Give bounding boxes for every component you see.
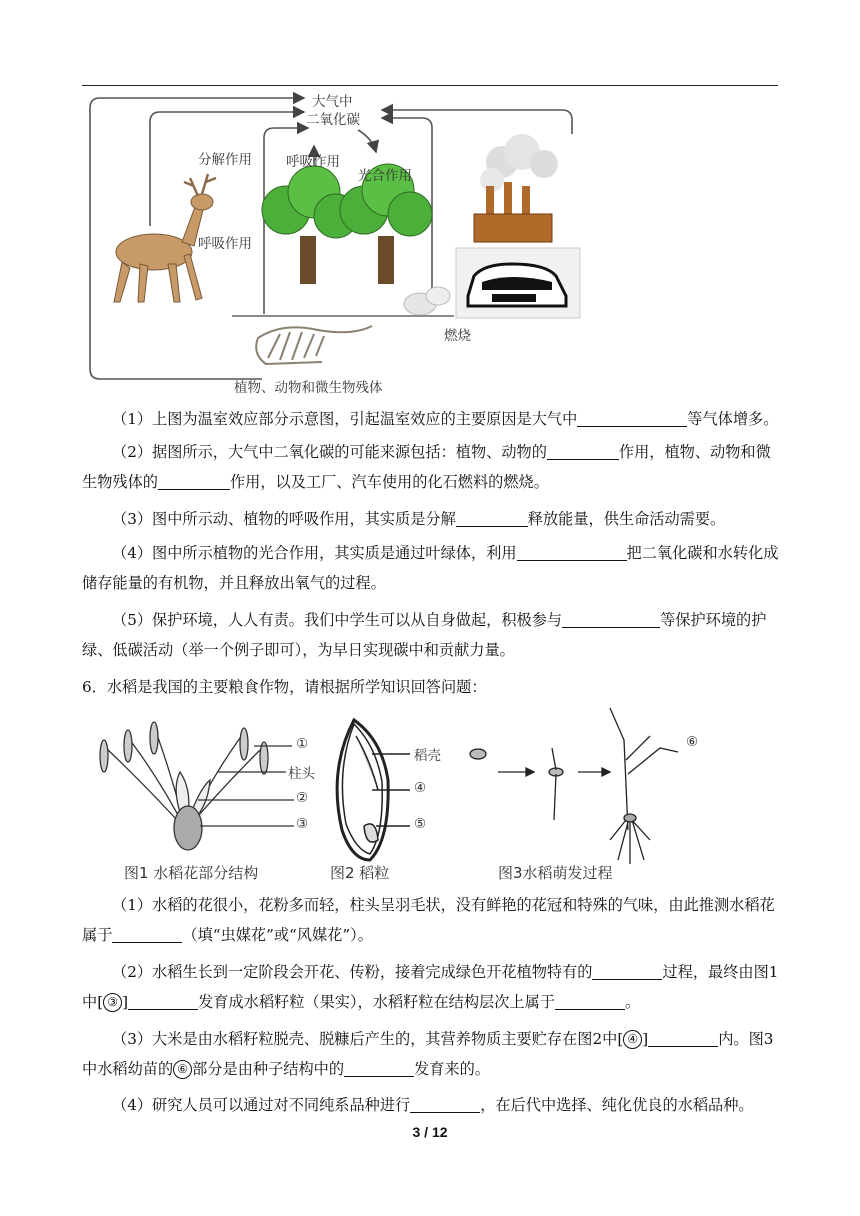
label-circle-1: ① [296, 736, 309, 752]
car-icon [404, 248, 580, 318]
remains-label: 植物、动物和微生物残体 [234, 380, 383, 396]
factory-arrow [382, 110, 572, 134]
answer-blank[interactable] [128, 991, 198, 1010]
q5-item-1: （1）上图为温室效应部分示意图，引起温室效应的主要原因是大气中 等气体增多。 [112, 410, 779, 428]
q5-item-5: （5）保护环境，人人有责。我们中学生可以从自身做起，积极参与 等保护环境的护绿、低碳活动（举一个例子即可），为早日实现碳中和贡献力量。 [82, 611, 767, 659]
label-husk: 稻壳 [414, 748, 441, 764]
label-circle-6: ⑥ [686, 734, 699, 750]
rice-figure [90, 700, 710, 890]
atmosphere-label-line1: 大气中 [312, 94, 353, 110]
q5-item-2: （2）据图所示，大气中二氧化碳的可能来源包括：植物、动物的 作用，植物、动物和微生物残体的 作用，以及工厂、汽车使用的化石燃料的燃烧。 [82, 443, 771, 491]
label-circle-5: ⑤ [414, 816, 427, 832]
answer-blank[interactable] [577, 408, 687, 427]
answer-blank[interactable] [555, 991, 625, 1010]
carbon-cycle-drawing [82, 86, 582, 398]
plant-respiration-label: 呼吸作用 [286, 154, 340, 170]
circled-number: ③ [103, 993, 122, 1012]
q6-item-2: （2）水稻生长到一定阶段会开花、传粉，接着完成绿色开花植物特有的 过程，最终由图1中[ ③ ] 发育成水稻籽粒（果实），水稻籽粒在结构层次上属于 。 [82, 963, 779, 1011]
caption-figure-3: 图3水稻萌发过程 [498, 864, 613, 882]
answer-blank[interactable] [562, 609, 660, 628]
q6-title: 6．水稻是我国的主要粮食作物，请根据所学知识回答问题： [82, 678, 487, 696]
carbon-cycle-figure [82, 86, 582, 398]
answer-blank[interactable] [547, 441, 619, 460]
combustion-label: 燃烧 [444, 328, 471, 344]
answer-blank[interactable] [112, 924, 182, 943]
caption-figure-2: 图2 稻粒 [330, 864, 390, 882]
remains-icon [256, 326, 372, 364]
q5-item-4: （4）图中所示植物的光合作用，其实质是通过叶绿体，利用 把二氧化碳和水转化成储存能量的有机物，并且释放出氧气的过程。 [82, 544, 779, 592]
circled-number: ④ [623, 1030, 642, 1049]
q6-item-4: （4）研究人员可以通过对不同纯系品种进行 ，在后代中选择、纯化优良的水稻品种。 [112, 1096, 754, 1114]
decomposition-arrow-outer [90, 98, 304, 379]
label-circle-2: ② [296, 790, 309, 806]
q6-item-3: （3）大米是由水稻籽粒脱壳、脱糠后产生的，其营养物质主要贮存在图2中[ ④ ] 内。图3中水稻幼苗的 ⑥ 部分是由种子结构中的 发育来的。 [82, 1030, 774, 1078]
decomposition-label: 分解作用 [198, 152, 252, 168]
q6-item-1: （1）水稻的花很小，花粉多而轻，柱头呈羽毛状，没有鲜艳的花冠和特殊的气味，由此推测水稻花属于 （填“虫媒花”或“风媒花”）。 [82, 896, 775, 944]
answer-blank[interactable] [517, 542, 627, 561]
answer-blank[interactable] [344, 1058, 414, 1077]
photosynthesis-label: 光合作用 [358, 168, 412, 184]
circled-number: ⑥ [173, 1060, 192, 1079]
answer-blank[interactable] [158, 471, 230, 490]
atmosphere-label-line2: 二氧化碳 [306, 112, 360, 128]
label-stigma: 柱头 [288, 766, 315, 782]
q5-item-3: （3）图中所示动、植物的呼吸作用，其实质是分解 释放能量，供生命活动需要。 [112, 510, 726, 528]
page-number: 3 / 12 [412, 1124, 448, 1140]
label-circle-4: ④ [414, 780, 427, 796]
animal-respiration-label: 呼吸作用 [198, 236, 252, 252]
photosynthesis-arrow [358, 130, 376, 152]
rice-flower-icon [100, 722, 294, 850]
answer-blank[interactable] [592, 961, 662, 980]
caption-figure-1: 图1 水稻花部分结构 [124, 864, 259, 882]
rice-germination-icon [470, 708, 678, 864]
answer-blank[interactable] [648, 1028, 718, 1047]
factory-icon [474, 134, 558, 242]
answer-blank[interactable] [410, 1094, 480, 1113]
label-circle-3: ③ [296, 816, 309, 832]
rice-grain-icon [337, 720, 410, 860]
answer-blank[interactable] [456, 508, 528, 527]
